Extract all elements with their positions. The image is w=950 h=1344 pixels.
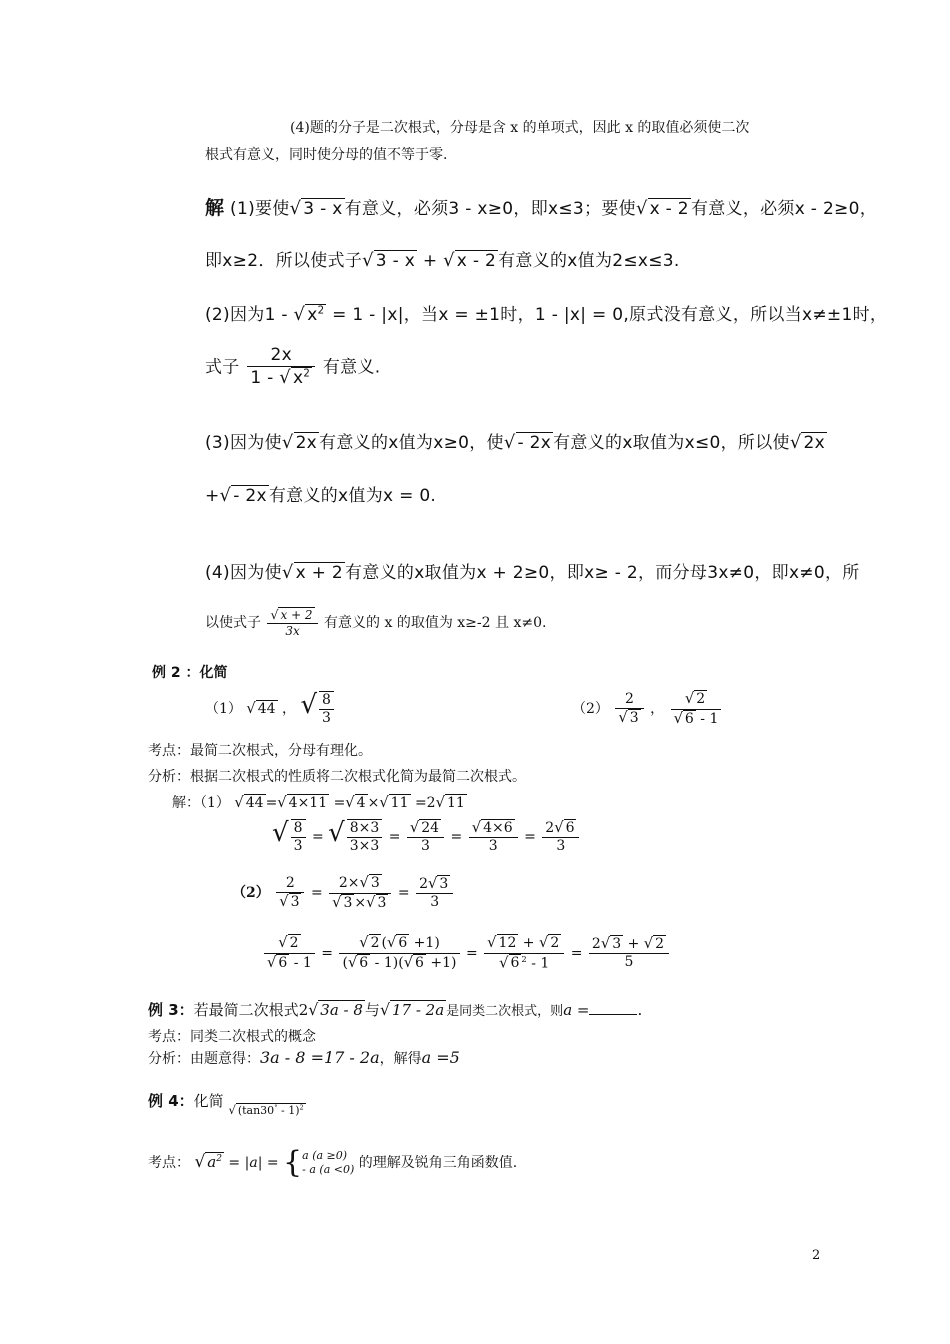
page-number: 2: [812, 1248, 821, 1263]
example-2-title: 例 2 ：化简: [152, 665, 228, 681]
text: = 1 - |x|，当x = ±1时，1 - |x| = 0,原式没有意义，所以当x≠±1时，: [326, 305, 888, 325]
solution-line-6: +√ - 2x 有意义的x值为x = 0.: [205, 485, 437, 506]
text: +: [417, 251, 444, 271]
radical: 6: [565, 819, 575, 836]
jie-label: 解: [205, 197, 225, 219]
radical: 11: [390, 795, 409, 811]
example-3-line: 例 3：若最简二次根式2√ 3a - 8 与√ 17 - 2a 是同类二次根式，则a = .: [148, 1000, 643, 1019]
label: 考点：: [148, 1155, 190, 1171]
example-4-title: 例 4：: [148, 1092, 194, 1110]
radical: 3a - 8: [320, 1001, 363, 1019]
sep: ，: [282, 701, 297, 717]
cases: [302, 1149, 354, 1177]
ex2-sol-1: 解：（1） √ 44 =√ 4×11 =√ 4 ×√ 11 =2√ 11: [172, 794, 465, 811]
text: 与: [364, 1001, 380, 1019]
text: 有意义的x值为x = 0.: [268, 486, 437, 506]
radical: 3: [343, 894, 353, 911]
radical-x-minus-2: x - 2: [649, 199, 689, 219]
ex2-sol-2: （2） $\frac{2}{√ 3}$ = $\frac{2\times√ 3}{√ 3 \times√ 3}$ = $\frac{2√ 3}{3}$: [232, 874, 455, 912]
radical: 24: [421, 819, 440, 836]
eq: =: [450, 829, 463, 845]
radical: 12: [498, 935, 517, 951]
text: - 1: [695, 710, 719, 727]
text: 有意义的x取值为x≤0，所以使: [553, 433, 790, 453]
radical: 44: [245, 795, 264, 811]
label: （2）: [232, 885, 270, 901]
numerator: 8×3: [349, 819, 380, 836]
label: （2）: [572, 701, 609, 717]
numerator: 2: [285, 874, 295, 891]
denominator: 1 -: [250, 368, 280, 389]
text: - 1: [526, 955, 550, 972]
ex2-kaodian: 考点：最简二次根式，分母有理化。: [148, 743, 372, 759]
denominator: 3x: [267, 623, 317, 639]
text: 若最简二次根式: [193, 1001, 299, 1019]
text: 的理解及锐角三角函数值.: [358, 1155, 518, 1171]
text: 有意义的x值为x≥0，使: [319, 433, 504, 453]
numerator: 8: [293, 819, 303, 836]
denominator: 3: [291, 837, 306, 856]
radical: 4×6: [483, 819, 513, 836]
eq: =: [465, 945, 478, 962]
equation: 3a - 8 =17 - 2a: [260, 1048, 380, 1067]
radical: 3: [370, 875, 380, 891]
solution-line-4: [205, 345, 380, 390]
text: 式子: [205, 357, 240, 378]
ex2-question-1: （1） √ 44 ， √ $\frac{8}{3}$: [205, 690, 336, 728]
eq: =: [333, 795, 346, 811]
radical: 4: [356, 795, 366, 811]
eq: =: [524, 829, 536, 845]
exponent: 2: [216, 1154, 222, 1164]
radical: 2: [696, 691, 706, 707]
case: a (a ≥0): [302, 1149, 348, 1163]
degree: °: [274, 1103, 278, 1112]
eq: =: [388, 829, 401, 845]
left-brace-icon: {: [283, 1145, 303, 1180]
radical: - 2x: [517, 433, 552, 453]
denominator: 5: [589, 953, 669, 972]
radical: 6: [510, 955, 520, 972]
solution-line-7: (4)因为使√ x + 2 有意义的x取值为x + 2≥0，即x≥ - 2，而分母3x≠0，即x≠0，所: [205, 562, 860, 583]
text: +: [518, 935, 539, 951]
radical: 2: [550, 935, 560, 951]
fraction-sqrt-x-plus-2: $\frac{√ x + 2}{3x}$: [267, 607, 317, 639]
denominator: 3: [416, 893, 453, 912]
radical: 3 - x: [375, 251, 416, 271]
eq: =: [262, 1155, 284, 1171]
times: ×: [367, 795, 380, 811]
radical: 4×11: [288, 795, 328, 811]
ex2-fenxi: 分析：根据二次根式的性质将二次根式化简为最简二次根式。: [148, 769, 526, 785]
ex3-fenxi: [148, 1048, 460, 1068]
solution-line-1: 解 (1)要使√ 3 - x 有意义，必须3 - x≥0，即x≤3；要使√ x - 2 有意义，必须x - 2≥0，: [205, 197, 878, 219]
solution-line-8: [205, 607, 546, 639]
coef: 2: [419, 875, 428, 892]
intro-line-2: 根式有意义，同时使分母的值不等于零.: [205, 147, 448, 163]
radical: 6: [278, 954, 288, 971]
ex3-kaodian: 考点：同类二次根式的概念: [148, 1029, 316, 1045]
text: 以使式子: [205, 615, 261, 631]
numerator: 8: [322, 691, 331, 708]
denominator: 3: [319, 709, 334, 728]
radical-3-minus-x: 3 - x: [303, 199, 343, 219]
ex2-sol-1b: √ $\frac{8}{3}$ = √ $\frac{8\times 3}{3\times 3}$ = $\frac{√ 24}{3}$ = $\frac{√ 4\times 6}{3}$ = $\frac{2√ 6}{3}$: [272, 818, 581, 856]
radical: 2x: [803, 433, 825, 453]
eq: =: [310, 885, 323, 901]
case: - a (a <0): [302, 1163, 355, 1176]
exponent: 2: [299, 1103, 304, 1112]
ex4-kaodian: 考点： √ $a^2 = |a|$ = { a (a ≥0) - a (a <0) 的理解及锐角三角函数值.: [148, 1145, 518, 1180]
text: 有意义.: [322, 357, 381, 378]
denominator: 3: [407, 837, 444, 856]
eq: =: [265, 795, 278, 811]
eq: =2: [414, 795, 436, 811]
text: +1): [425, 954, 457, 971]
radical: 3: [612, 935, 622, 952]
text: (: [381, 935, 387, 952]
radical: x + 2: [295, 563, 343, 583]
eq: =: [311, 829, 324, 845]
radical: 6: [359, 954, 369, 971]
text: 有意义的 x 的取值为 x≥-2 且 x≠0.: [324, 615, 547, 631]
label: （1）: [205, 701, 242, 717]
text: +1): [409, 935, 440, 952]
text: 有意义的x取值为x + 2≥0，即x≥ - 2，而分母3x≠0，即x≠0，所: [345, 563, 860, 583]
text: (: [342, 954, 348, 971]
radical: 3: [629, 710, 639, 726]
ex2-question-2: （2） $\frac{2}{√ 3}$ ， $\frac{√ 2}{√ 6 - 1}$: [572, 690, 723, 728]
coef: 2: [545, 819, 555, 836]
text: (2)因为1 -: [205, 305, 294, 325]
radical: 3: [439, 875, 449, 892]
radical: 17 - 2a: [391, 1001, 445, 1019]
text: ，解得: [379, 1051, 422, 1067]
coef: 2: [591, 935, 601, 952]
fraction-2x: $\frac{2x}{1 - √ x^2}$: [247, 345, 315, 390]
numerator: 2: [625, 690, 634, 707]
text: +: [623, 935, 644, 952]
denominator: 3×3: [347, 837, 383, 856]
text: 有意义，必须x - 2≥0，: [690, 199, 878, 219]
eq: =: [321, 945, 334, 962]
text: (3)因为使: [205, 433, 282, 453]
eq: =: [570, 945, 583, 962]
solution-line-2: 即x≥2．所以使式子√ 3 - x + √ x - 2 有意义的x值为2≤x≤3.: [205, 250, 680, 271]
radical: x - 2: [456, 251, 497, 271]
solution-line-3: (2)因为1 - √ $x^2 = 1 - |x|$，当x = ±1时，1 - |x| = 0,原式没有意义，所以当x≠±1时，: [205, 304, 888, 325]
exponent: 2: [521, 953, 527, 964]
text: (1)要使: [230, 199, 290, 219]
numerator: x + 2: [280, 608, 313, 622]
ex2-sol-2b: $\frac{√ 2}{√ 6 - 1}$ = $\frac{√ 2 (√ 6 +1)}{(√ 6 - 1)(√ 6 +1)}$ = $\frac{√ 12 + √ 2}{√ 6 ^2 - 1}$ = $\frac{2√ 3 + √ 2}{5}$: [262, 934, 671, 973]
text: =: [572, 1001, 590, 1019]
radical: x: [292, 368, 304, 389]
denominator: 3: [542, 837, 579, 856]
radical: 11: [446, 795, 465, 811]
times: ×: [354, 894, 367, 911]
text: .: [637, 1001, 643, 1019]
text: 有意义，必须3 - x≥0，即x≤3；要使: [344, 199, 636, 219]
radical: 6: [398, 935, 408, 952]
sep: ，: [650, 701, 665, 717]
solution-line-5: (3)因为使√ 2x 有意义的x值为x≥0，使√ - 2x 有意义的x取值为x≤0，所以使√ 2x: [205, 432, 825, 453]
example-3-title: 例 3：: [148, 1001, 194, 1019]
text: - 1): [277, 1104, 300, 1117]
radical: 3: [290, 894, 300, 910]
equation: a =5: [421, 1048, 460, 1067]
radical: 44: [257, 701, 276, 717]
radical: 6: [684, 710, 694, 727]
text: 是同类二次根式，则: [446, 1004, 564, 1019]
variable: a: [563, 1001, 573, 1019]
text: (4)因为使: [205, 563, 282, 583]
answer-blank[interactable]: [589, 1000, 637, 1015]
text: - 1: [289, 954, 312, 971]
radical: 2: [370, 935, 380, 952]
radical: 6: [415, 954, 424, 971]
radical: 2: [289, 935, 299, 952]
eq: =: [397, 885, 410, 901]
text: - 1)(: [370, 954, 404, 971]
eq: =: [223, 1155, 245, 1171]
radical: 3: [377, 894, 387, 911]
text: 2×: [338, 875, 360, 891]
label: 解：（1）: [172, 795, 230, 811]
numerator: 2x: [270, 345, 292, 365]
example-4-line: 例 4：化简 $_{√ (tan30^\circ - 1)^2}$: [148, 1092, 304, 1117]
denominator: 3: [469, 837, 518, 856]
abs: |a|: [244, 1155, 263, 1171]
radical: 2x: [295, 433, 318, 453]
text: 化简: [193, 1092, 224, 1110]
coef: 2: [298, 1001, 309, 1019]
text: 有意义的x值为2≤x≤3.: [498, 251, 680, 271]
text: 分析：由题意得：: [148, 1051, 260, 1067]
radical: x: [307, 305, 318, 325]
text: (tan30: [237, 1104, 275, 1117]
variable: a: [207, 1153, 217, 1171]
text: +: [205, 486, 220, 506]
text: 即x≥2．所以使式子: [205, 251, 363, 271]
intro-line-1: (4)题的分子是二次根式，分母是含 x 的单项式，因此 x 的取值必须使二次: [290, 120, 750, 136]
radical: - 2x: [233, 486, 267, 506]
radical: 2: [655, 935, 665, 952]
